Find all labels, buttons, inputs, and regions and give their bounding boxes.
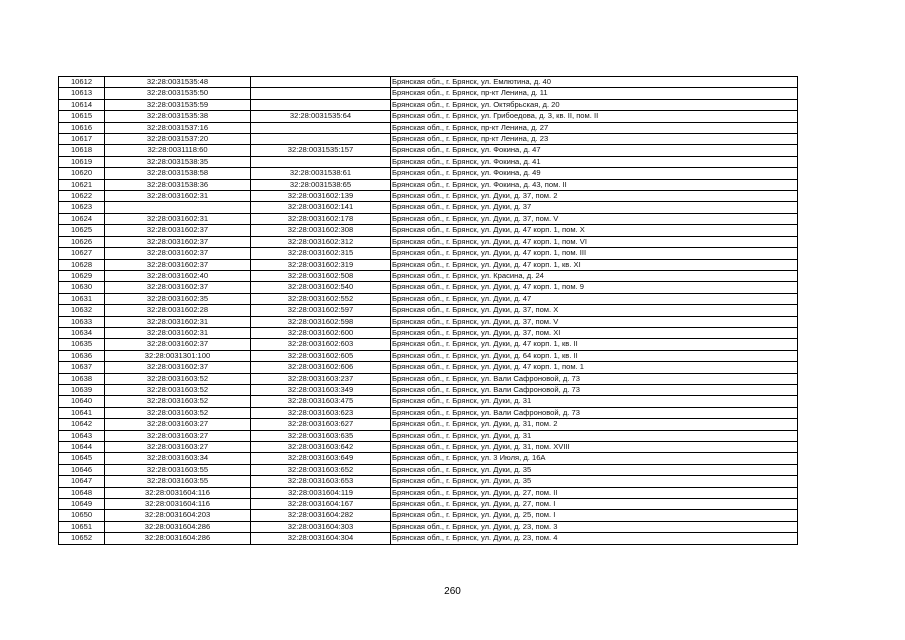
land-cadastral-cell: 32:28:0031604:116	[105, 487, 251, 498]
land-cadastral-cell: 32:28:0031535:48	[105, 77, 251, 88]
row-number-cell: 10650	[59, 510, 105, 521]
row-number-cell: 10642	[59, 419, 105, 430]
address-cell: Брянская обл., г. Брянск, ул. Дуки, д. 37	[391, 202, 798, 213]
object-cadastral-cell: 32:28:0031602:605	[251, 350, 391, 361]
address-cell: Брянская обл., г. Брянск, ул. Дуки, д. 27, пом. I	[391, 499, 798, 510]
row-number-cell: 10617	[59, 134, 105, 145]
object-cadastral-cell: 32:28:0031602:598	[251, 316, 391, 327]
table-row	[59, 225, 798, 236]
table-row	[59, 99, 798, 110]
address-cell: Брянская обл., г. Брянск, ул. Дуки, д. 47 корп. 1, пом. VI	[391, 236, 798, 247]
object-cadastral-cell: 32:28:0031602:552	[251, 293, 391, 304]
object-cadastral-cell	[251, 122, 391, 133]
object-cadastral-cell: 32:28:0031602:597	[251, 305, 391, 316]
land-cadastral-cell: 32:28:0031537:16	[105, 122, 251, 133]
object-cadastral-cell	[251, 88, 391, 99]
table-row	[59, 145, 798, 156]
table-row	[59, 88, 798, 99]
object-cadastral-cell: 32:28:0031603:642	[251, 442, 391, 453]
register-table-body	[59, 77, 798, 545]
table-row	[59, 453, 798, 464]
address-cell: Брянская обл., г. Брянск, пр-кт Ленина, д. 27	[391, 122, 798, 133]
table-row	[59, 202, 798, 213]
land-cadastral-cell: 32:28:0031603:27	[105, 442, 251, 453]
table-row	[59, 487, 798, 498]
object-cadastral-cell: 32:28:0031603:475	[251, 396, 391, 407]
table-row	[59, 282, 798, 293]
land-cadastral-cell: 32:28:0031604:203	[105, 510, 251, 521]
object-cadastral-cell: 32:28:0031603:649	[251, 453, 391, 464]
row-number-cell: 10647	[59, 476, 105, 487]
land-cadastral-cell: 32:28:0031537:20	[105, 134, 251, 145]
row-number-cell: 10628	[59, 259, 105, 270]
address-cell: Брянская обл., г. Брянск, ул. Фокина, д. 41	[391, 156, 798, 167]
land-cadastral-cell: 32:28:0031603:55	[105, 476, 251, 487]
object-cadastral-cell	[251, 77, 391, 88]
land-cadastral-cell: 32:28:0031301:100	[105, 350, 251, 361]
address-cell: Брянская обл., г. Брянск, ул. Дуки, д. 37, пом. V	[391, 213, 798, 224]
row-number-cell: 10619	[59, 156, 105, 167]
address-cell: Брянская обл., г. Брянск, ул. Фокина, д. 47	[391, 145, 798, 156]
object-cadastral-cell: 32:28:0031603:653	[251, 476, 391, 487]
land-cadastral-cell: 32:28:0031535:50	[105, 88, 251, 99]
object-cadastral-cell: 32:28:0031604:167	[251, 499, 391, 510]
address-cell: Брянская обл., г. Брянск, ул. Грибоедова, д. 3, кв. II, пом. II	[391, 111, 798, 122]
row-number-cell: 10644	[59, 442, 105, 453]
address-cell: Брянская обл., г. Брянск, ул. Октябрьская, д. 20	[391, 99, 798, 110]
object-cadastral-cell: 32:28:0031535:64	[251, 111, 391, 122]
table-row	[59, 270, 798, 281]
address-cell: Брянская обл., г. Брянск, ул. Дуки, д. 37, пом. X	[391, 305, 798, 316]
row-number-cell: 10629	[59, 270, 105, 281]
table-row	[59, 248, 798, 259]
land-cadastral-cell: 32:28:0031602:37	[105, 362, 251, 373]
object-cadastral-cell: 32:28:0031602:139	[251, 191, 391, 202]
row-number-cell: 10625	[59, 225, 105, 236]
table-row	[59, 350, 798, 361]
row-number-cell: 10639	[59, 384, 105, 395]
object-cadastral-cell: 32:28:0031538:65	[251, 179, 391, 190]
land-cadastral-cell: 32:28:0031603:52	[105, 373, 251, 384]
land-cadastral-cell	[105, 202, 251, 213]
address-cell: Брянская обл., г. Брянск, ул. Дуки, д. 31	[391, 430, 798, 441]
table-row	[59, 316, 798, 327]
address-cell: Брянская обл., г. Брянск, ул. Дуки, д. 37, пом. XI	[391, 327, 798, 338]
row-number-cell: 10651	[59, 521, 105, 532]
row-number-cell: 10623	[59, 202, 105, 213]
address-cell: Брянская обл., г. Брянск, ул. Дуки, д. 47 корп. 1, пом. 9	[391, 282, 798, 293]
land-cadastral-cell: 32:28:0031118:60	[105, 145, 251, 156]
table-row	[59, 510, 798, 521]
land-cadastral-cell: 32:28:0031538:58	[105, 168, 251, 179]
address-cell: Брянская обл., г. Брянск, ул. Дуки, д. 31	[391, 396, 798, 407]
register-table	[58, 76, 798, 545]
address-cell: Брянская обл., г. Брянск, ул. Дуки, д. 35	[391, 476, 798, 487]
table-row	[59, 339, 798, 350]
row-number-cell: 10649	[59, 499, 105, 510]
table-row	[59, 134, 798, 145]
row-number-cell: 10622	[59, 191, 105, 202]
land-cadastral-cell: 32:28:0031602:35	[105, 293, 251, 304]
row-number-cell: 10621	[59, 179, 105, 190]
land-cadastral-cell: 32:28:0031602:37	[105, 282, 251, 293]
object-cadastral-cell: 32:28:0031538:61	[251, 168, 391, 179]
row-number-cell: 10636	[59, 350, 105, 361]
address-cell: Брянская обл., г. Брянск, ул. Красина, д. 24	[391, 270, 798, 281]
land-cadastral-cell: 32:28:0031603:34	[105, 453, 251, 464]
land-cadastral-cell: 32:28:0031602:31	[105, 191, 251, 202]
row-number-cell: 10614	[59, 99, 105, 110]
object-cadastral-cell	[251, 156, 391, 167]
object-cadastral-cell: 32:28:0031602:603	[251, 339, 391, 350]
table-row	[59, 168, 798, 179]
object-cadastral-cell: 32:28:0031603:635	[251, 430, 391, 441]
table-row	[59, 77, 798, 88]
object-cadastral-cell: 32:28:0031603:623	[251, 407, 391, 418]
address-cell: Брянская обл., г. Брянск, ул. Дуки, д. 27, пом. II	[391, 487, 798, 498]
row-number-cell: 10634	[59, 327, 105, 338]
object-cadastral-cell: 32:28:0031604:303	[251, 521, 391, 532]
row-number-cell: 10635	[59, 339, 105, 350]
row-number-cell: 10627	[59, 248, 105, 259]
land-cadastral-cell: 32:28:0031538:35	[105, 156, 251, 167]
address-cell: Брянская обл., г. Брянск, ул. Дуки, д. 47 корп. 1, пом. III	[391, 248, 798, 259]
table-row	[59, 521, 798, 532]
address-cell: Брянская обл., г. Брянск, ул. Дуки, д. 23, пом. 3	[391, 521, 798, 532]
address-cell: Брянская обл., г. Брянск, ул. Фокина, д. 49	[391, 168, 798, 179]
object-cadastral-cell: 32:28:0031603:237	[251, 373, 391, 384]
row-number-cell: 10612	[59, 77, 105, 88]
object-cadastral-cell	[251, 99, 391, 110]
land-cadastral-cell: 32:28:0031602:37	[105, 248, 251, 259]
address-cell: Брянская обл., г. Брянск, ул. Емлютина, д. 40	[391, 77, 798, 88]
row-number-cell: 10646	[59, 464, 105, 475]
land-cadastral-cell: 32:28:0031604:286	[105, 521, 251, 532]
land-cadastral-cell: 32:28:0031603:52	[105, 396, 251, 407]
address-cell: Брянская обл., г. Брянск, пр-кт Ленина, д. 11	[391, 88, 798, 99]
object-cadastral-cell: 32:28:0031602:308	[251, 225, 391, 236]
row-number-cell: 10626	[59, 236, 105, 247]
row-number-cell: 10630	[59, 282, 105, 293]
row-number-cell: 10616	[59, 122, 105, 133]
object-cadastral-cell: 32:28:0031602:508	[251, 270, 391, 281]
address-cell: Брянская обл., г. Брянск, ул. Дуки, д. 23, пом. 4	[391, 533, 798, 544]
address-cell: Брянская обл., г. Брянск, ул. Дуки, д. 47 корп. 1, пом. X	[391, 225, 798, 236]
table-row	[59, 111, 798, 122]
object-cadastral-cell: 32:28:0031604:304	[251, 533, 391, 544]
land-cadastral-cell: 32:28:0031603:27	[105, 419, 251, 430]
table-row	[59, 533, 798, 544]
table-row	[59, 156, 798, 167]
object-cadastral-cell: 32:28:0031602:319	[251, 259, 391, 270]
object-cadastral-cell: 32:28:0031535:157	[251, 145, 391, 156]
land-cadastral-cell: 32:28:0031602:31	[105, 327, 251, 338]
land-cadastral-cell: 32:28:0031602:37	[105, 339, 251, 350]
land-cadastral-cell: 32:28:0031602:37	[105, 236, 251, 247]
row-number-cell: 10645	[59, 453, 105, 464]
table-row	[59, 179, 798, 190]
table-row	[59, 373, 798, 384]
row-number-cell: 10638	[59, 373, 105, 384]
row-number-cell: 10652	[59, 533, 105, 544]
row-number-cell: 10631	[59, 293, 105, 304]
page-number: 260	[444, 586, 461, 597]
land-cadastral-cell: 32:28:0031602:28	[105, 305, 251, 316]
table-row	[59, 293, 798, 304]
table-row	[59, 407, 798, 418]
address-cell: Брянская обл., г. Брянск, ул. Дуки, д. 47	[391, 293, 798, 304]
table-row	[59, 430, 798, 441]
address-cell: Брянская обл., г. Брянск, ул. Дуки, д. 47 корп. 1, пом. 1	[391, 362, 798, 373]
land-cadastral-cell: 32:28:0031602:37	[105, 259, 251, 270]
row-number-cell: 10624	[59, 213, 105, 224]
table-row	[59, 327, 798, 338]
row-number-cell: 10615	[59, 111, 105, 122]
object-cadastral-cell: 32:28:0031603:627	[251, 419, 391, 430]
row-number-cell: 10620	[59, 168, 105, 179]
address-cell: Брянская обл., г. Брянск, ул. Дуки, д. 25, пом. I	[391, 510, 798, 521]
table-row	[59, 236, 798, 247]
land-cadastral-cell: 32:28:0031535:38	[105, 111, 251, 122]
table-row	[59, 191, 798, 202]
table-row	[59, 384, 798, 395]
table-row	[59, 476, 798, 487]
land-cadastral-cell: 32:28:0031602:37	[105, 225, 251, 236]
land-cadastral-cell: 32:28:0031603:52	[105, 384, 251, 395]
land-cadastral-cell: 32:28:0031602:40	[105, 270, 251, 281]
address-cell: Брянская обл., г. Брянск, ул. Дуки, д. 64 корп. 1, кв. II	[391, 350, 798, 361]
table-row	[59, 259, 798, 270]
row-number-cell: 10637	[59, 362, 105, 373]
row-number-cell: 10643	[59, 430, 105, 441]
land-cadastral-cell: 32:28:0031535:59	[105, 99, 251, 110]
row-number-cell: 10640	[59, 396, 105, 407]
land-cadastral-cell: 32:28:0031603:55	[105, 464, 251, 475]
table-row	[59, 419, 798, 430]
row-number-cell: 10633	[59, 316, 105, 327]
row-number-cell: 10618	[59, 145, 105, 156]
object-cadastral-cell: 32:28:0031602:600	[251, 327, 391, 338]
object-cadastral-cell: 32:28:0031602:606	[251, 362, 391, 373]
table-row	[59, 499, 798, 510]
table-row	[59, 122, 798, 133]
land-cadastral-cell: 32:28:0031538:36	[105, 179, 251, 190]
object-cadastral-cell: 32:28:0031602:178	[251, 213, 391, 224]
object-cadastral-cell: 32:28:0031602:141	[251, 202, 391, 213]
land-cadastral-cell: 32:28:0031604:286	[105, 533, 251, 544]
object-cadastral-cell: 32:28:0031603:349	[251, 384, 391, 395]
object-cadastral-cell: 32:28:0031602:540	[251, 282, 391, 293]
table-row	[59, 213, 798, 224]
address-cell: Брянская обл., г. Брянск, ул. Фокина, д. 43, пом. II	[391, 179, 798, 190]
row-number-cell: 10648	[59, 487, 105, 498]
address-cell: Брянская обл., г. Брянск, ул. Дуки, д. 47 корп. 1, кв. II	[391, 339, 798, 350]
object-cadastral-cell: 32:28:0031602:315	[251, 248, 391, 259]
row-number-cell: 10641	[59, 407, 105, 418]
address-cell: Брянская обл., г. Брянск, ул. Вали Сафроновой, д. 73	[391, 407, 798, 418]
table-row	[59, 442, 798, 453]
table-row	[59, 464, 798, 475]
address-cell: Брянская обл., г. Брянск, ул. Дуки, д. 37, пом. 2	[391, 191, 798, 202]
address-cell: Брянская обл., г. Брянск, ул. Дуки, д. 47 корп. 1, кв. XI	[391, 259, 798, 270]
address-cell: Брянская обл., г. Брянск, ул. 3 Июля, д. 16А	[391, 453, 798, 464]
address-cell: Брянская обл., г. Брянск, ул. Вали Сафроновой, д. 73	[391, 384, 798, 395]
row-number-cell: 10632	[59, 305, 105, 316]
object-cadastral-cell: 32:28:0031603:652	[251, 464, 391, 475]
address-cell: Брянская обл., г. Брянск, ул. Дуки, д. 31, пом. 2	[391, 419, 798, 430]
address-cell: Брянская обл., г. Брянск, пр-кт Ленина, д. 23	[391, 134, 798, 145]
address-cell: Брянская обл., г. Брянск, ул. Дуки, д. 37, пом. V	[391, 316, 798, 327]
address-cell: Брянская обл., г. Брянск, ул. Дуки, д. 31, пом. XVIII	[391, 442, 798, 453]
table-row	[59, 362, 798, 373]
object-cadastral-cell: 32:28:0031604:119	[251, 487, 391, 498]
land-cadastral-cell: 32:28:0031602:31	[105, 316, 251, 327]
land-cadastral-cell: 32:28:0031602:31	[105, 213, 251, 224]
land-cadastral-cell: 32:28:0031603:52	[105, 407, 251, 418]
object-cadastral-cell	[251, 134, 391, 145]
address-cell: Брянская обл., г. Брянск, ул. Вали Сафроновой, д. 73	[391, 373, 798, 384]
address-cell: Брянская обл., г. Брянск, ул. Дуки, д. 35	[391, 464, 798, 475]
land-cadastral-cell: 32:28:0031603:27	[105, 430, 251, 441]
object-cadastral-cell: 32:28:0031604:282	[251, 510, 391, 521]
land-cadastral-cell: 32:28:0031604:116	[105, 499, 251, 510]
object-cadastral-cell: 32:28:0031602:312	[251, 236, 391, 247]
table-row	[59, 305, 798, 316]
table-row	[59, 396, 798, 407]
row-number-cell: 10613	[59, 88, 105, 99]
